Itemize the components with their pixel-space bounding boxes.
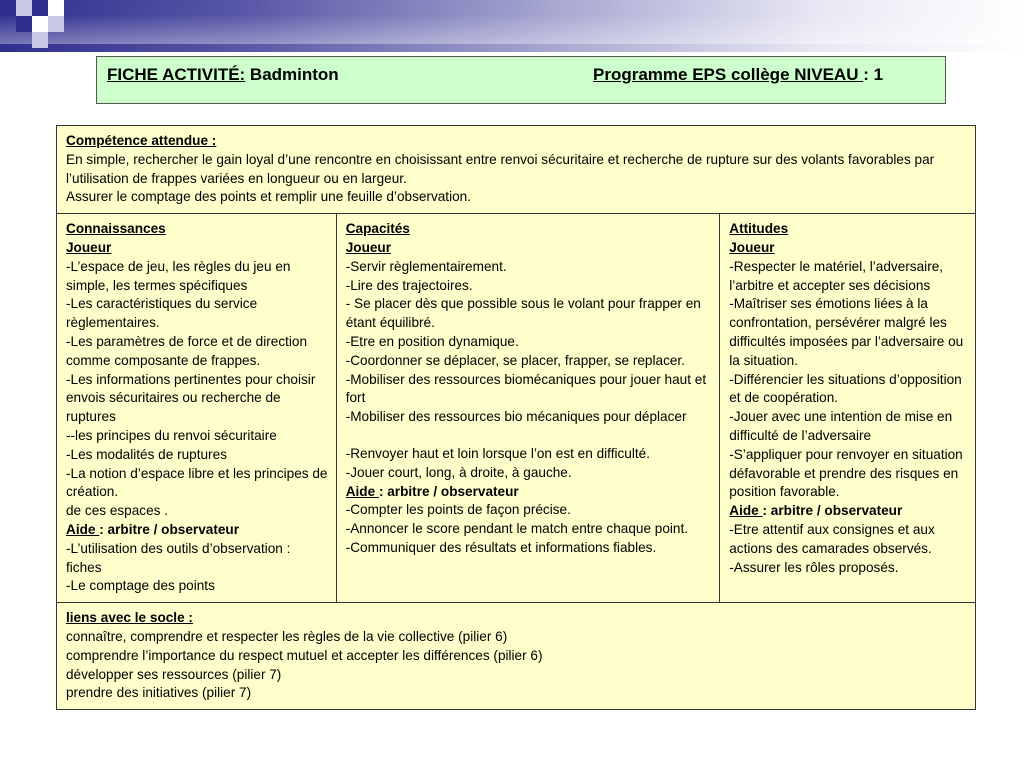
list-item: -Etre attentif aux consignes et aux actions des camarades observés. xyxy=(729,521,935,556)
list-item: -Les caractéristiques du service règlementaires. xyxy=(66,296,258,331)
attitudes-heading: Attitudes xyxy=(729,221,789,237)
list-item: -Servir règlementairement. xyxy=(345,258,507,274)
socle-heading: liens avec le socle : xyxy=(66,610,193,626)
program-title xyxy=(593,65,883,85)
list-item: -Jouer court, long, à droite, à gauche. xyxy=(345,464,572,480)
aide-sep: : xyxy=(762,503,771,519)
list-item: -Renvoyer haut et loin lorsque l’on est en difficulté. xyxy=(345,445,650,461)
header-banner-fade xyxy=(0,14,1024,44)
aide-sep: : xyxy=(99,521,108,537)
list-item: -Les modalités de ruptures xyxy=(66,446,227,462)
list-item: -Mobiliser des ressources bio mécaniques pour déplacer xyxy=(345,409,687,425)
list-item: -Maîtriser ses émotions liées à la confrontation, persévérer malgré les difficultés imposées par l’adversaire ou la situation. xyxy=(729,296,964,368)
connaissances-heading: Connaissances xyxy=(66,221,166,237)
list-item: -La notion d’espace libre et les principes de création. xyxy=(66,465,328,500)
list-item: -Etre en position dynamique. xyxy=(345,333,519,349)
list-item: -Le comptage des points xyxy=(66,578,215,594)
aide-value: arbitre / observateur xyxy=(107,521,240,537)
list-item: -L’utilisation des outils d’observation : fiches xyxy=(66,540,291,575)
list-item: -Annoncer le score pendant le match entre chaque point. xyxy=(345,521,689,537)
capacites-heading: Capacités xyxy=(345,221,410,237)
list-item: -Coordonner se déplacer, se placer, frapper, se replacer. xyxy=(345,352,685,368)
list-item: -Communiquer des résultats et informations fiables. xyxy=(345,539,657,555)
activity-title xyxy=(107,65,339,85)
list-item: connaître, comprendre et respecter les règles de la vie collective (pilier 6) xyxy=(66,628,508,644)
list-item: -Les paramètres de force et de direction comme composante de frappes. xyxy=(66,333,308,368)
attitudes-cell xyxy=(720,214,976,603)
activity-table xyxy=(56,125,976,710)
aide-value: arbitre / observateur xyxy=(387,483,519,499)
activity-title-label: FICHE ACTIVITÉ: xyxy=(107,65,246,84)
aide-line xyxy=(729,502,967,521)
list-item: développer ses ressources (pilier 7) xyxy=(66,666,282,682)
aide-sep: : xyxy=(378,483,388,499)
socle-cell xyxy=(57,603,976,710)
competence-cell xyxy=(57,126,976,214)
list-item: -Jouer avec une intention de mise en difficulté de l’adversaire xyxy=(729,409,953,443)
program-title-value: : 1 xyxy=(863,65,884,84)
aide-line xyxy=(346,483,712,502)
competence-row xyxy=(57,126,976,214)
competence-line: Assurer le comptage des points et remplir une feuille d’observation. xyxy=(66,189,472,205)
list-item: -Assurer les rôles proposés. xyxy=(729,559,899,575)
list-item: prendre des initiatives (pilier 7) xyxy=(66,685,252,701)
competence-line: En simple, rechercher le gain loyal d’une rencontre en choisissant entre renvoi sécuritaire et recherche de rupture sur des volants favorables par l’utilisation de frappes variées en longueur ou en largeur. xyxy=(66,151,935,186)
competence-heading: Compétence attendue : xyxy=(66,133,217,148)
socle-row xyxy=(57,603,976,710)
list-item: -Différencier les situations d’opposition et de coopération. xyxy=(729,371,962,406)
connaissances-cell xyxy=(57,214,337,603)
list-item: -L’espace de jeu, les règles du jeu en simple, les termes spécifiques xyxy=(66,258,291,293)
list-item: -Lire des trajectoires. xyxy=(345,277,473,293)
list-item: de ces espaces . xyxy=(66,503,169,519)
program-title-label: Programme EPS collège NIVEAU xyxy=(593,65,864,84)
list-item: -Compter les points de façon précise. xyxy=(345,502,571,518)
aide-label: Aide xyxy=(729,503,763,519)
columns-row xyxy=(57,214,976,603)
aide-line xyxy=(66,521,328,540)
list-item: -Les informations pertinentes pour choisir envois sécuritaires ou recherche de ruptures xyxy=(66,371,316,425)
title-box xyxy=(96,56,946,104)
list-item: -S’appliquer pour renvoyer en situation défavorable et prendre des risques en position favorable. xyxy=(729,446,963,500)
attitudes-subheading: Joueur xyxy=(729,239,775,255)
aide-label: Aide xyxy=(345,483,379,499)
capacites-subheading: Joueur xyxy=(345,239,392,255)
connaissances-subheading: Joueur xyxy=(66,239,112,255)
list-item: -Mobiliser des ressources biomécaniques pour jouer haut et fort xyxy=(345,371,707,406)
spacer xyxy=(346,427,712,445)
list-item: comprendre l’importance du respect mutuel et accepter les différences (pilier 6) xyxy=(66,647,543,663)
list-item: -Respecter le matériel, l’adversaire, l’arbitre et accepter ses décisions xyxy=(729,258,944,293)
aide-value: arbitre / observateur xyxy=(770,503,903,519)
list-item: - Se placer dès que possible sous le volant pour frapper en étant équilibré. xyxy=(345,296,701,331)
aide-label: Aide xyxy=(66,521,100,537)
list-item: --les principes du renvoi sécuritaire xyxy=(66,427,277,443)
capacites-cell xyxy=(336,214,720,603)
activity-title-value: Badminton xyxy=(245,65,339,84)
